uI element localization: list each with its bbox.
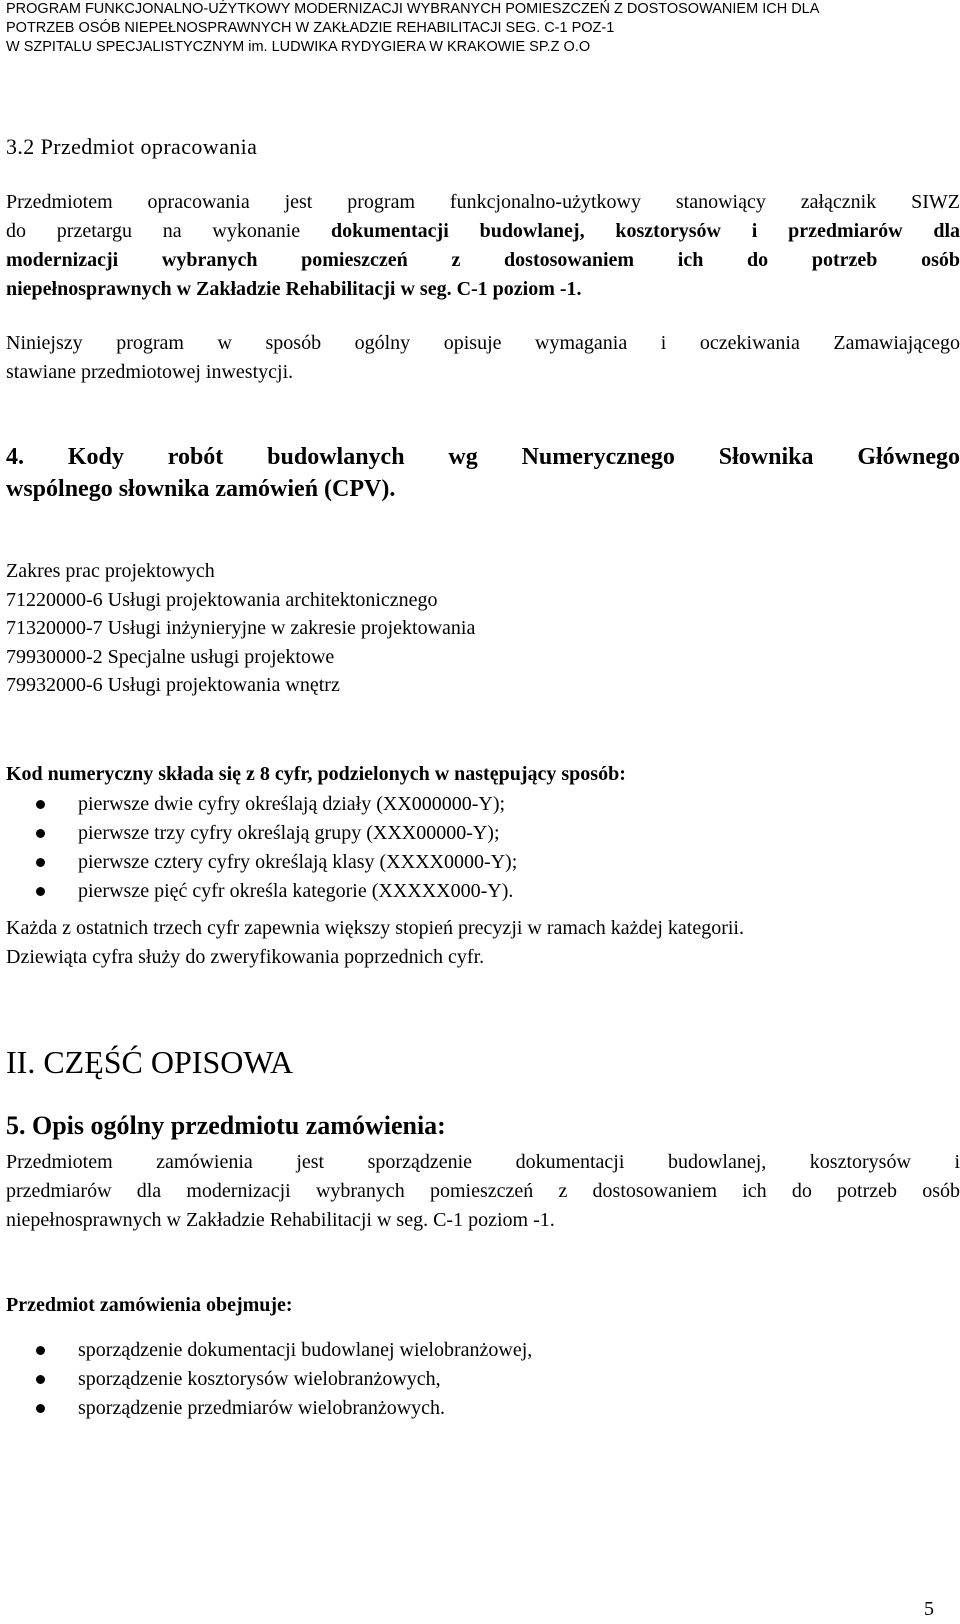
bullet-icon bbox=[36, 800, 45, 809]
scope-heading: Przedmiot zamówienia obejmuje: bbox=[6, 1294, 293, 1316]
list-item bbox=[36, 848, 517, 877]
section-3-2-paragraph-1 bbox=[6, 188, 960, 304]
paragraph-line: modernizacji wybranych pomieszczeń z dostosowaniem ich do potrzeb osób bbox=[6, 249, 960, 271]
bullet-icon bbox=[36, 858, 45, 867]
header-line: W SZPITALU SPECJALISTYCZNYM im. LUDWIKA RYDYGIERA W KRAKOWIE SP.Z O.O bbox=[6, 39, 591, 55]
bold-text-run: dokumentacji budowlanej, kosztorysów i przedmiarów dla bbox=[330, 220, 960, 242]
cpv-code-item: 79930000-2 Specjalne usługi projektowe bbox=[6, 645, 335, 668]
header-line: PROGRAM FUNKCJONALNO-UŻYTKOWY MODERNIZACJI WYBRANYCH POMIESZCZEŃ Z DOSTOSOWANIEM ICH DLA bbox=[6, 1, 820, 17]
list-item bbox=[36, 1336, 532, 1365]
paragraph-line: przedmiarów dla modernizacji wybranych pomieszczeń z dostosowaniem ich do potrzeb osób bbox=[6, 1180, 960, 1202]
code-structure-intro: Kod numeryczny składa się z 8 cyfr, podzielonych w następujący sposób: bbox=[6, 763, 626, 785]
code-rules-list bbox=[36, 790, 517, 906]
code-notes bbox=[6, 914, 744, 971]
list-item bbox=[36, 1394, 532, 1423]
section-3-2-paragraph-2 bbox=[6, 329, 960, 387]
heading-line: wspólnego słownika zamówień (CPV). bbox=[6, 476, 396, 502]
list-item-text: pierwsze cztery cyfry określają klasy (XXXX0000-Y); bbox=[78, 851, 518, 873]
text-run: do przetargu na wykonanie bbox=[6, 220, 331, 242]
bullet-icon bbox=[36, 1404, 45, 1413]
list-item-text: sporządzenie dokumentacji budowlanej wielobranżowej, bbox=[78, 1339, 533, 1361]
list-item bbox=[36, 819, 517, 848]
list-item-text: sporządzenie przedmiarów wielobranżowych. bbox=[78, 1397, 446, 1419]
list-item-text: sporządzenie kosztorysów wielobranżowych, bbox=[78, 1368, 441, 1390]
bullet-icon bbox=[36, 1346, 45, 1355]
heading-line: 4. Kody robót budowlanych wg Numerycznego Słownika Głównego bbox=[6, 444, 960, 470]
paragraph-line: Niniejszy program w sposób ogólny opisuje wymagania i oczekiwania Zamawiającego bbox=[6, 332, 960, 354]
bullet-icon bbox=[36, 829, 45, 838]
paragraph-line: Przedmiotem zamówienia jest sporządzenie dokumentacji budowlanej, kosztorysów i bbox=[6, 1151, 960, 1173]
paragraph-line: Przedmiotem opracowania jest program funkcjonalno-użytkowy stanowiący załącznik SIWZ bbox=[6, 191, 960, 213]
list-item-text: pierwsze dwie cyfry określają działy (XX000000-Y); bbox=[78, 793, 506, 815]
section-3-2-title: 3.2 Przedmiot opracowania bbox=[6, 134, 258, 159]
note-line: Każda z ostatnich trzech cyfr zapewnia większy stopień precyzji w ramach każdej kategorii. bbox=[6, 917, 744, 939]
part-2-title: II. CZĘŚĆ OPISOWA bbox=[6, 1044, 294, 1080]
section-5-title: 5. Opis ogólny przedmiotu zamówienia: bbox=[6, 1111, 446, 1140]
list-item bbox=[36, 877, 517, 906]
note-line: Dziewiąta cyfra służy do zweryfikowania poprzednich cyfr. bbox=[6, 945, 485, 968]
bullet-icon bbox=[36, 887, 45, 896]
paragraph-line: niepełnosprawnych w Zakładzie Rehabilitacji w seg. C-1 poziom -1. bbox=[6, 278, 582, 300]
paragraph-line bbox=[6, 217, 960, 246]
scope-list bbox=[36, 1336, 532, 1423]
document-header bbox=[6, 0, 950, 57]
cpv-code-item: 71220000-6 Usługi projektowania architektonicznego bbox=[6, 588, 438, 611]
section-4-title bbox=[6, 441, 960, 505]
cpv-code-item: 71320000-7 Usługi inżynieryjne w zakresie projektowania bbox=[6, 617, 476, 639]
scope-heading: Zakres prac projektowych bbox=[6, 560, 215, 582]
list-item-text: pierwsze pięć cyfr określa kategorie (XXXXX000-Y). bbox=[78, 880, 514, 902]
paragraph-line: stawiane przedmiotowej inwestycji. bbox=[6, 361, 294, 383]
list-item bbox=[36, 790, 517, 819]
cpv-code-item: 79932000-6 Usługi projektowania wnętrz bbox=[6, 674, 340, 696]
list-item-text: pierwsze trzy cyfry określają grupy (XXX00000-Y); bbox=[78, 822, 500, 844]
cpv-code-list bbox=[6, 557, 475, 700]
header-line: POTRZEB OSÓB NIEPEŁNOSPRAWNYCH W ZAKŁADZIE REHABILITACJI SEG. C-1 POZ-1 bbox=[6, 20, 615, 36]
bullet-icon bbox=[36, 1375, 45, 1384]
section-5-paragraph bbox=[6, 1148, 960, 1235]
paragraph-line: niepełnosprawnych w Zakładzie Rehabilitacji w seg. C-1 poziom -1. bbox=[6, 1209, 555, 1231]
list-item bbox=[36, 1365, 532, 1394]
page-number: 5 bbox=[924, 1598, 934, 1620]
